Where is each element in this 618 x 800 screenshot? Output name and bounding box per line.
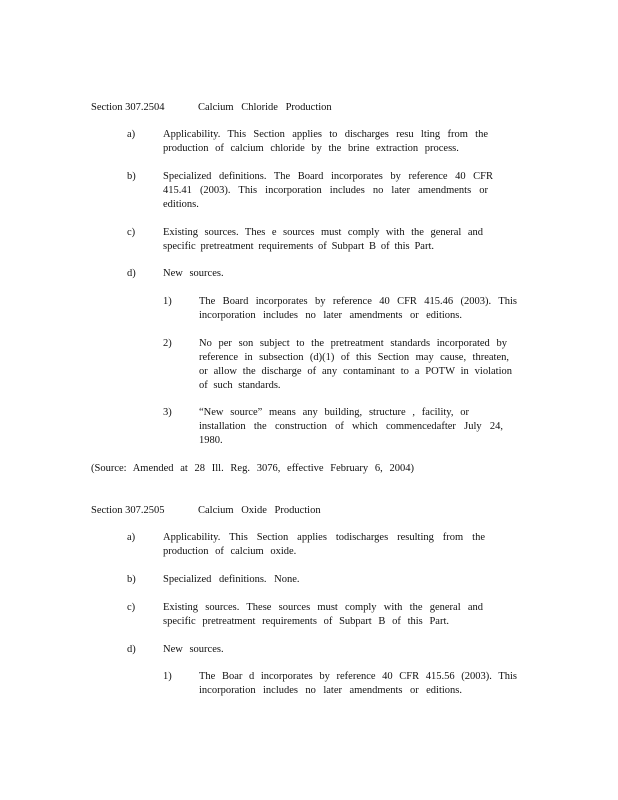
item-text-line: production of calcium oxide.: [163, 546, 297, 557]
item-text-line: Specialized definitions. The Board incorporates by reference 40 CFR: [163, 171, 493, 182]
item-text-line: production of calcium chloride by the brine extraction process.: [163, 143, 459, 154]
item-label: c): [127, 227, 136, 238]
subitem-text-line: or allow the discharge of any contaminant to a POTW in violation: [199, 366, 512, 377]
subitem-label: 3): [163, 407, 172, 418]
item-text-line: Specialized definitions. None.: [163, 574, 300, 585]
section-number: Section 307.2505: [91, 505, 165, 516]
subitem-text-line: of such standards.: [199, 380, 281, 391]
item-label: b): [127, 171, 136, 182]
item-text-line: 415.41 (2003). This incorporation includes no later amendments or: [163, 185, 488, 196]
subitem-text-line: No per son subject to the pretreatment standards incorporated by: [199, 338, 507, 349]
subitem-text-line: 1980.: [199, 435, 223, 446]
item-label: c): [127, 602, 136, 613]
section-number: Section 307.2504: [91, 102, 165, 113]
subitem-text-line: incorporation includes no later amendments or editions.: [199, 685, 462, 696]
subitem-label: 1): [163, 296, 172, 307]
subitem-text-line: installation the construction of which commencedafter July 24,: [199, 421, 503, 432]
item-text-line: New sources.: [163, 644, 224, 655]
item-label: d): [127, 268, 136, 279]
subitem-text-line: “New source” means any building, structure , facility, or: [199, 407, 469, 418]
item-label: a): [127, 129, 136, 140]
subitem-label: 2): [163, 338, 172, 349]
subitem-label: 1): [163, 671, 172, 682]
item-text-line: Applicability. This Section applies todischarges resulting from the: [163, 532, 485, 543]
item-label: a): [127, 532, 136, 543]
subitem-text-line: reference in subsection (d)(1) of this Section may cause, threaten,: [199, 352, 509, 363]
item-text-line: specific pretreatment requirements of Subpart B of this Part.: [163, 241, 434, 252]
subitem-text-line: The Board incorporates by reference 40 CFR 415.46 (2003). This: [199, 296, 517, 307]
item-label: b): [127, 574, 136, 585]
item-text-line: Existing sources. Thes e sources must comply with the general and: [163, 227, 483, 238]
subitem-text-line: The Boar d incorporates by reference 40 CFR 415.56 (2003). This: [199, 671, 517, 682]
source-note: (Source: Amended at 28 Ill. Reg. 3076, effective February 6, 2004): [91, 463, 414, 474]
subitem-text-line: incorporation includes no later amendments or editions.: [199, 310, 462, 321]
item-label: d): [127, 644, 136, 655]
item-text-line: specific pretreatment requirements of Subpart B of this Part.: [163, 616, 449, 627]
section-title: Calcium Chloride Production: [198, 102, 332, 113]
item-text-line: Applicability. This Section applies to discharges resu lting from the: [163, 129, 488, 140]
item-text-line: Existing sources. These sources must comply with the general and: [163, 602, 483, 613]
section-title: Calcium Oxide Production: [198, 505, 321, 516]
item-text-line: New sources.: [163, 268, 224, 279]
item-text-line: editions.: [163, 199, 199, 210]
